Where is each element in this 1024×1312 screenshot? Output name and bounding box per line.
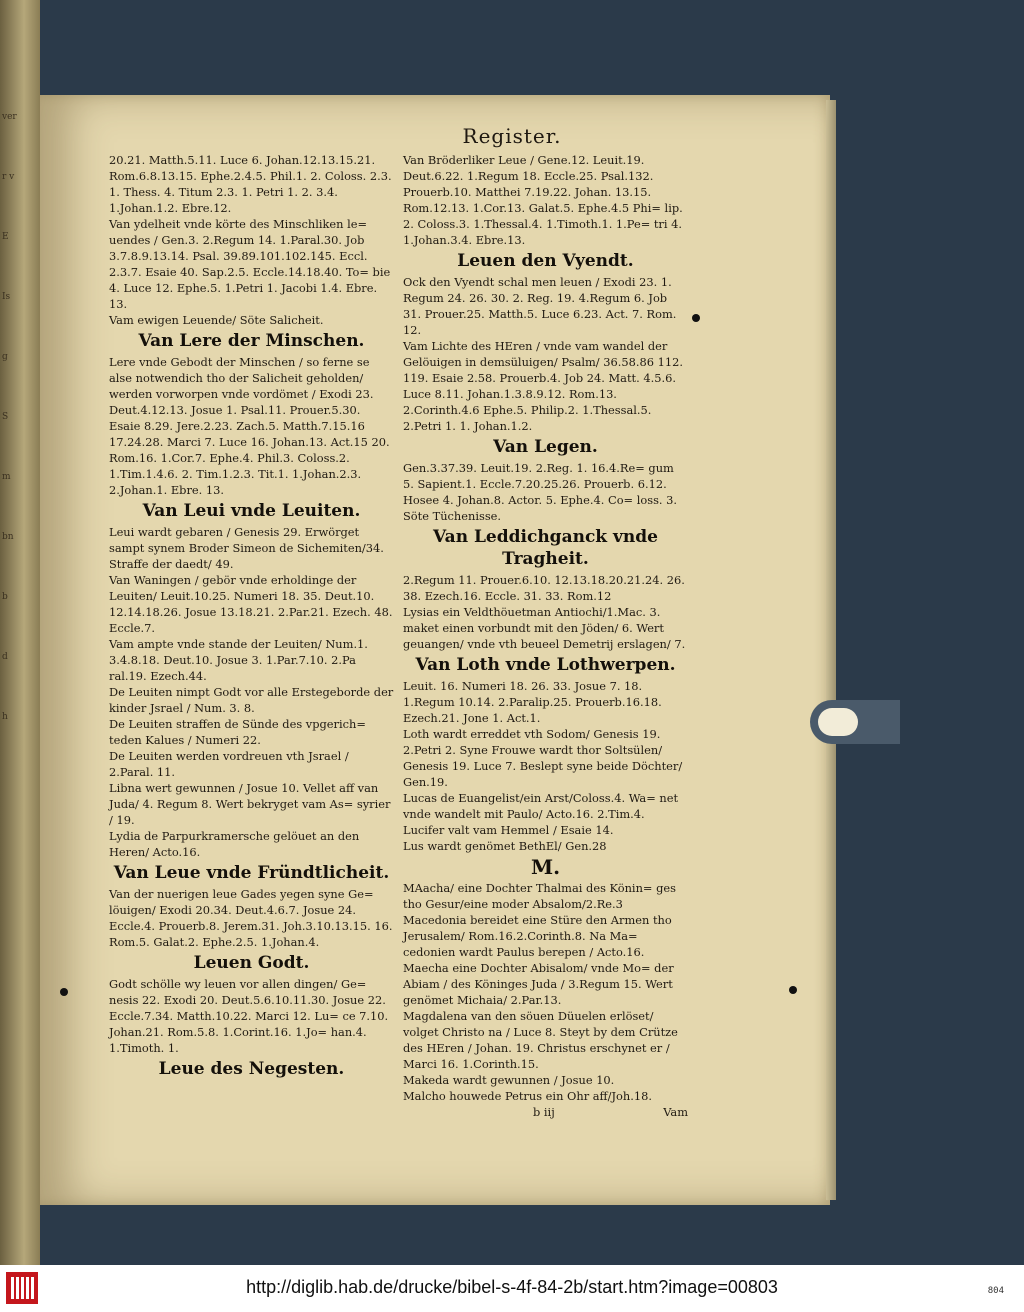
book-clamp-hole — [818, 708, 858, 736]
facing-page-fragment: m — [2, 472, 11, 482]
facing-page-fragment: g — [2, 352, 8, 362]
index-entry: 20.21. Matth.5.11. Luce 6. Johan.12.13.15.21. Rom.6.8.13.15. Ephe.2.4.5. Phil.1. 2. Coloss. 2.3. 1. Thess. 4. Titum 2.3. 1. Petri 1. 2. 3.4. 1.Johan.1.2. Ebre.12. — [109, 153, 392, 215]
index-entry: Lysias ein Veldthöuetman Antiochi/1.Mac. 3. maket einen vorbundt mit den Jöden/ 6. Wert geuangen/ vnde vth beueel Demetrij erslagen/ 7. — [403, 605, 686, 651]
index-entry: De Leuiten straffen de Sünde des vpgerich= teden Kalues / Numeri 22. — [109, 717, 366, 747]
facing-page-fragment: r v — [2, 172, 15, 182]
index-entry: Vam Lichte des HEren / vnde vam wandel der Gelöuigen in demsüluigen/ Psalm/ 36.58.86 112. 119. Esaie 2.58. Prouerb.4. Job 24. Matt. 4.5.6. Luce 8.11. Johan.1.3.8.9.12. Rom.13. 2.Corinth.4.6 Ephe.5. Philip.2. 1.Thessal.5. 2.Petri 1. 1. Johan.1.2. — [403, 339, 683, 433]
index-entry: MAacha/ eine Dochter Thalmai des Könin= ges tho Gesur/eine moder Absalom/2.Re.3 — [403, 881, 676, 911]
index-entry: Magdalena van den söuen Düuelen erlöset/ volget Christo na / Luce 8. Steyt by dem Crütze des HEren / Johan. 19. Christus erschynet er / Marci 16. 1.Corinth.15. — [403, 1009, 678, 1071]
page-speck — [692, 314, 700, 322]
index-entry: De Leuiten nimpt Godt vor alle Erstegeborde der kinder Jsrael / Num. 3. 8. — [109, 685, 394, 715]
index-entry: Loth wardt erreddet vth Sodom/ Genesis 19. 2.Petri 2. Syne Frouwe wardt thor Soltsülen/ Genesis 19. Luce 7. Beslept syne beide Döchter/ Gen.19. — [403, 727, 683, 789]
index-entry: Vam ampte vnde stande der Leuiten/ Num.1. 3.4.8.18. Deut.10. Josue 3. 1.Par.7.10. 2.Pa ral.19. Ezech.44. — [109, 637, 368, 683]
index-entry: Van ydelheit vnde körte des Minschliken le= uendes / Gen.3. 2.Regum 14. 1.Paral.30. Job 3.7.8.9.13.14. Psal. 39.89.101.102.145. Eccl. 2.3.7. Esaie 40. Sap.2.5. Eccle.14.18.40. To= bie 4. Luce 12. Ephe.5. 1.Petri 1. Jacobi 1.4. Ebre. 13. — [109, 217, 391, 311]
facing-page-fragment: d — [2, 652, 8, 662]
facing-page-fragment: ver — [2, 112, 17, 122]
index-entry: Van der nuerigen leue Gades yegen syne Ge= löuigen/ Exodi 20.34. Deut.4.6.7. Josue 24. Eccle.4. Prouerb.8. Jerem.31. Joh.3.10.13.15. 16. Rom.5. Galat.2. Ephe.2.5. 1.Johan.4. — [109, 887, 393, 949]
facing-page-fragment: E — [2, 232, 9, 242]
index-entry: Lus wardt genömet BethEl/ Gen.28 — [403, 839, 607, 853]
section-heading: Leuen den Vyendt. — [457, 251, 634, 271]
facing-page-fragment: bn — [2, 532, 14, 542]
page-footer — [403, 1104, 688, 1120]
facing-page-fragment: S — [2, 412, 9, 422]
section-heading: Van Leui vnde Leuiten. — [142, 501, 361, 521]
index-entry: Makeda wardt gewunnen / Josue 10. — [403, 1073, 615, 1087]
running-head: Register. — [462, 124, 562, 148]
index-entry: Lydia de Parpurkramersche gelöuet an den Heren/ Acto.16. — [109, 829, 360, 859]
letter-heading: M. — [530, 855, 561, 879]
signature-mark: b iij — [533, 1105, 555, 1119]
section-heading: Van Loth vnde Lothwerpen. — [415, 655, 676, 675]
facing-page-edge — [0, 0, 40, 1265]
index-entry: Malcho houwede Petrus ein Ohr aff/Joh.18. — [403, 1089, 652, 1103]
index-entry: Vam ewigen Leuende/ Söte Salicheit. — [109, 313, 324, 327]
index-entry: Maecha eine Dochter Abisalom/ vnde Mo= der Abiam / des Köninges Juda / 3.Regum 15. Wert genömet Michaia/ 2.Par.13. — [403, 961, 674, 1007]
page-fore-edge — [826, 100, 836, 1200]
facing-page-fragment: h — [2, 712, 8, 722]
section-heading: Van Legen. — [493, 437, 598, 457]
page-url[interactable]: http://diglib.hab.de/drucke/bibel-s-4f-84-2b/start.htm?image=00803 — [246, 1277, 778, 1297]
index-entry: Lucifer valt vam Hemmel / Esaie 14. — [403, 823, 614, 837]
index-entry: De Leuiten werden vordreuen vth Jsrael / 2.Paral. 11. — [109, 749, 349, 779]
page-speck — [60, 988, 68, 996]
facing-page-fragment: Is — [2, 292, 11, 302]
left-text-column — [109, 152, 394, 1082]
catchword: Vam — [663, 1105, 688, 1119]
right-text-column — [403, 152, 688, 1120]
index-entry: Lere vnde Gebodt der Minschen / so ferne se alse notwendich tho der Salicheit geholden/ werden vorworpen vnde vordömet / Exodi 23. Deut.4.12.13. Josue 1. Psal.11. Prouer.5.30. Esaie 8.29. Jere.2.23. Zach.5. Matth.7.15.16 17.24.28. Marci 7. Luce 16. Johan.13. Act.15 20. Rom.16. 1.Cor.7. Ephe.4. Phil.3. Coloss.2. 1.Tim.1.4.6. 2. Tim.1.2.3. Tit.1. 1.Johan.2.3. 2.Johan.1. Ebre. 13. — [109, 355, 390, 497]
index-entry: Van Waningen / gebör vnde erholdinge der Leuiten/ Leuit.10.25. Numeri 18. 35. Deut.10. 12.14.18.26. Josue 13.18.21. 2.Par.21. Ezech. 48. Eccle.7. — [109, 573, 393, 635]
index-entry: Macedonia bereidet eine Stüre den Armen tho Jerusalem/ Rom.16.2.Corinth.8. Na Ma= cedonien wardt Paulus berepen / Acto.16. — [403, 913, 672, 959]
index-entry: Van Bröderliker Leue / Gene.12. Leuit.19. Deut.6.22. 1.Regum 18. Eccle.25. Psal.132. Prouerb.10. Matthei 7.19.22. Johan. 13.15. Rom.12.13. 1.Cor.13. Galat.5. Ephe.4.5 Phi= lip. 2. Coloss.3. 1.Thessal.4. 1.Timoth.1. 1.Pe= tri 4. 1.Johan.3.4. Ebre.13. — [403, 153, 683, 247]
index-entry: Ock den Vyendt schal men leuen / Exodi 23. 1. Regum 24. 26. 30. 2. Reg. 19. 4.Regum 6. Job 31. Prouer.25. Matth.5. Luce 6.23. Act. 7. Rom. 12. — [403, 275, 677, 337]
section-heading: Van Leue vnde Fründtlicheit. — [113, 863, 390, 883]
index-entry: Libna wert gewunnen / Josue 10. Vellet aff van Juda/ 4. Regum 8. Wert bekryget vam As= syrier / 19. — [109, 781, 391, 827]
page-code: 804 — [987, 1286, 1004, 1296]
index-entry: Leui wardt gebaren / Genesis 29. Erwörget sampt synem Broder Simeon de Sichemiten/34. Straffe der daedt/ 49. — [109, 525, 384, 571]
index-entry: Godt schölle wy leuen vor allen dingen/ Ge= nesis 22. Exodi 20. Deut.5.6.10.11.30. Josue 22. Eccle.7.34. Matth.10.22. Marci 12. Lu= ce 7.10. Johan.21. Rom.5.8. 1.Corint.16. 1.Jo= han.4. 1.Timoth. 1. — [109, 977, 389, 1055]
index-entry: Leuit. 16. Numeri 18. 26. 33. Josue 7. 18. 1.Regum 10.14. 2.Paralip.25. Prouerb.16.18. Ezech.21. Jone 1. Act.1. — [403, 679, 662, 725]
section-heading: Leuen Godt. — [193, 953, 310, 973]
section-heading: Van Lere der Minschen. — [138, 331, 365, 351]
page-speck — [789, 986, 797, 994]
section-heading: Van Leddichganck vnde Tragheit. — [433, 527, 658, 569]
section-heading: Leue des Negesten. — [158, 1059, 345, 1079]
index-entry: Lucas de Euangelist/ein Arst/Coloss.4. Wa= net vnde wandelt mit Paulo/ Acto.16. 2.Tim.4. — [403, 791, 679, 821]
index-entry: Gen.3.37.39. Leuit.19. 2.Reg. 1. 16.4.Re= gum 5. Sapient.1. Eccle.7.20.25.26. Prouerb. 6.12. Hosee 4. Johan.8. Actor. 5. Ephe.4. Co= loss. 3. Söte Tüchenisse. — [403, 461, 678, 523]
index-entry: 2.Regum 11. Prouer.6.10. 12.13.18.20.21.24. 26. 38. Ezech.16. Eccle. 31. 33. Rom.12 — [403, 573, 685, 603]
facing-page-fragment: b — [2, 592, 8, 602]
